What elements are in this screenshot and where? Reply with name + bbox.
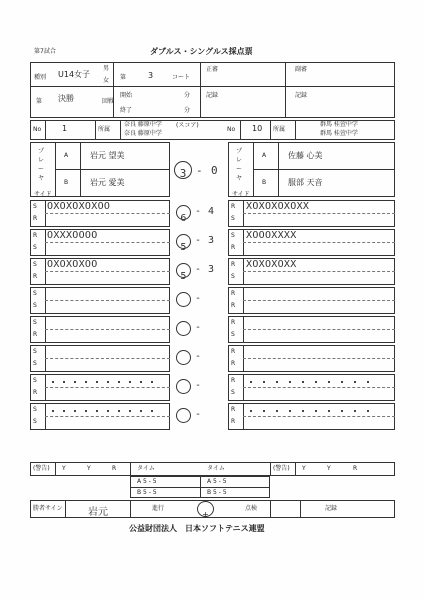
game-score-b: 4 (208, 206, 215, 217)
game-right-mark: R (231, 261, 236, 268)
game-score-a: 5 (180, 242, 187, 253)
grid-dot (276, 381, 278, 383)
game-left-mark2: R (33, 273, 38, 280)
court-number: 3 (148, 71, 154, 80)
game-right-mark: S (231, 232, 235, 239)
game-left-mark: S (33, 261, 37, 268)
grid-dot (354, 410, 356, 412)
grid-dot (129, 381, 131, 383)
game-right-mark2: R (231, 360, 236, 367)
game-left-mark: S (33, 319, 37, 326)
game-score-circle (176, 234, 191, 253)
game-right-mark: R (231, 348, 236, 355)
game-left-mark: S (33, 406, 37, 413)
grid-dot (289, 381, 291, 383)
federation-name: 公益財団法人 日本ソフトテニス連盟 (129, 524, 265, 533)
grid-dot (140, 381, 142, 383)
game-left-mark2: R (33, 389, 38, 396)
grid-dot (52, 410, 54, 412)
grid-dot (107, 381, 109, 383)
category-value: U14女子 (58, 70, 91, 79)
grid-dot (151, 410, 153, 412)
overall-score-b: 0 (211, 164, 218, 177)
game-score-a: 6 (180, 213, 187, 224)
grid-dot (263, 381, 265, 383)
game-score-circle (176, 321, 191, 336)
game-right-mark2: S (231, 389, 235, 396)
game-left-points: OXOXOXOO (47, 259, 98, 270)
game-score-sep: - (195, 380, 202, 391)
game-score-circle (176, 263, 191, 282)
overall-score-a: 3 (174, 161, 192, 179)
game-score-circle (176, 205, 191, 224)
game-left-mark2: S (33, 360, 37, 367)
game-left-mark: R (33, 232, 38, 239)
grid-dot (315, 410, 317, 412)
grid-dot (367, 381, 369, 383)
team-b-player2: 服部 天音 (288, 178, 323, 187)
progress-mark: + (197, 501, 214, 517)
game-score-sep: - (195, 293, 202, 304)
game-right-mark2: S (231, 273, 235, 280)
grid-dot (289, 410, 291, 412)
grid-dot (263, 410, 265, 412)
game-score-b: 3 (208, 235, 215, 246)
game-right-mark: R (231, 290, 236, 297)
game-left-mark2: S (33, 244, 37, 251)
grid-dot (151, 381, 153, 383)
game-left-points: OXXXOOOO (47, 230, 98, 241)
grid-dot (85, 381, 87, 383)
grid-dot (74, 381, 76, 383)
grid-dot (276, 410, 278, 412)
grid-dot (302, 381, 304, 383)
grid-dot (367, 410, 369, 412)
grid-dot (129, 410, 131, 412)
game-left-mark2: S (33, 418, 37, 425)
grid-dot (341, 381, 343, 383)
game-score-sep: - (195, 235, 202, 246)
grid-dot (96, 410, 98, 412)
game-right-mark: R (231, 203, 236, 210)
grid-dot (341, 410, 343, 412)
game-score-circle (176, 292, 191, 307)
grid-dot (63, 381, 65, 383)
game-score-circle (176, 350, 191, 365)
game-score-sep: - (195, 206, 202, 217)
game-right-mark2: S (231, 331, 235, 338)
winner-signature: 岩元 (88, 507, 108, 518)
grid-dot (250, 410, 252, 412)
team-b-player1: 佐藤 心美 (288, 151, 323, 160)
grid-dot (118, 381, 120, 383)
grid-dot (315, 381, 317, 383)
round-value: 決勝 (58, 94, 74, 103)
game-score-sep: - (195, 264, 202, 275)
game-right-points: XOXOXOXOXX (246, 201, 310, 212)
grid-dot (354, 381, 356, 383)
game-left-mark: S (33, 348, 37, 355)
grid-dot (140, 410, 142, 412)
match-number: 第7試合 (34, 48, 56, 55)
game-right-mark: R (231, 377, 236, 384)
game-left-mark2: R (33, 215, 38, 222)
game-left-mark2: S (33, 302, 37, 309)
game-score-sep: - (195, 322, 202, 333)
score-sheet: 第7試合 ダブルス・シングルス採点票 種別 U14女子 男 女 第 3 コート 正審 副審 第 決勝 回戦 開始 分 終了 分 記録 記録 No 1 所属 奈良 藤原中学 奈良 藤原中学 (スコア) No 10 所属 群馬 桂萱中学 群馬 桂萱中学 プレーヤ A B 岩元 望美 岩元 愛美 プレーヤ A B 佐藤 心美 服部 天音 3 - 0 サイド サイド S R R S OXOXOXOXOO XOXOXOXOXX 6 - 4 R S S R OXXXOOOO XOOOXXXX 5 - 3 S R R S OXOXOXOO XOXOXOXX 5 - 3 S S R R - S R R S - S S R R - S R R S - S S R R - (警告) Y Y R (警告) Y Y R タイム タイム A 5 - 5 B 5 - 5 A 5 - 5 B 5 - 5 勝者サイン 岩元 進行 + 点検 記録 公益財団法人 日本ソフトテニス連盟 (0, 0, 423, 600)
team-a-player1: 岩元 望美 (90, 151, 125, 160)
game-score-a: 5 (180, 271, 187, 282)
grid-dot (85, 410, 87, 412)
grid-dot (328, 381, 330, 383)
game-score-sep: - (195, 409, 202, 420)
grid-dot (63, 410, 65, 412)
game-score-b: 3 (208, 264, 215, 275)
team-a-number: 1 (62, 124, 68, 133)
team-b-number: 10 (252, 124, 263, 133)
game-right-mark2: R (231, 418, 236, 425)
overall-score-sep: - (196, 164, 203, 177)
grid-dot (118, 410, 120, 412)
game-left-mark: S (33, 377, 37, 384)
game-left-mark: S (33, 290, 37, 297)
grid-dot (302, 410, 304, 412)
game-left-points: OXOXOXOXOO (47, 201, 111, 212)
game-score-circle (176, 379, 191, 394)
game-left-mark: S (33, 203, 37, 210)
game-left-mark2: R (33, 331, 38, 338)
team-a-player2: 岩元 愛美 (90, 178, 125, 187)
game-right-mark: R (231, 406, 236, 413)
game-right-points: XOOOXXXX (246, 230, 297, 241)
game-right-mark2: R (231, 244, 236, 251)
grid-dot (96, 381, 98, 383)
game-score-circle (176, 408, 191, 423)
game-right-points: XOXOXOXX (246, 259, 297, 270)
grid-dot (52, 381, 54, 383)
grid-dot (74, 410, 76, 412)
game-right-mark2: S (231, 215, 235, 222)
grid-dot (250, 381, 252, 383)
grid-dot (328, 410, 330, 412)
game-right-mark2: R (231, 302, 236, 309)
grid-dot (107, 410, 109, 412)
game-right-mark: R (231, 319, 236, 326)
sheet-title: ダブルス・シングルス採点票 (150, 47, 253, 56)
game-score-sep: - (195, 351, 202, 362)
